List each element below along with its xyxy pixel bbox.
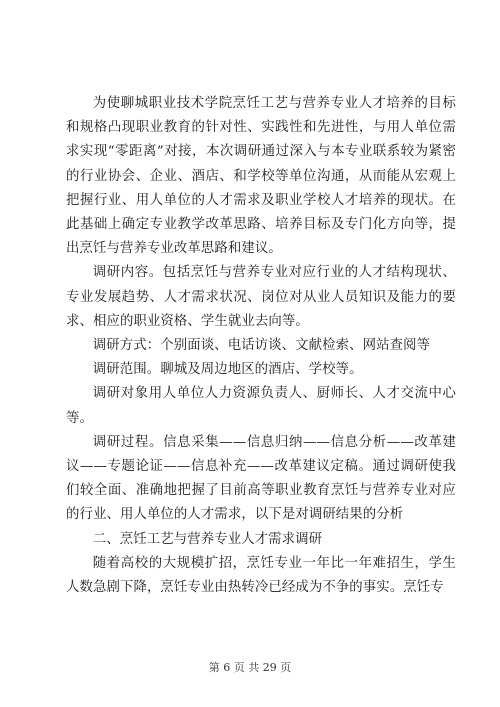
paragraph-method: 调研方式：个别面谈、电话访谈、文献检索、网站查阅等 (92, 338, 431, 354)
paragraph-enrollment: 随着高校的大规模扩招，烹饪专业一年比一年难招生，学生人数急剧下降，烹饪专业由热转冷已经成为不争的事实。烹饪专 (66, 555, 456, 596)
paragraph-purpose: 为使聊城职业技术学院烹饪工艺与营养专业人才培养的目标和规格凸现职业教育的针对性、实践性和先进性，与用人单位需求实现“零距离”对接，本次调研通过深入与本专业联系较为紧密的行业协会、企业、酒店、和学校等单位沟通，从而能从宏观上把握行业、用人单位的人才需求及职业学校人才培养的现状。在此基础上确定专业教学改革思路、培养目标及专门化方向等，提出烹饪与营养专业改革思路和建议。 (66, 96, 456, 257)
paragraph-content: 调研内容。包括烹饪与营养专业对应行业的人才结构现状、专业发展趋势、人才需求状况、岗位对从业人员知识及能力的要求、相应的职业资格、学生就业去向等。 (66, 265, 456, 329)
document-body (66, 92, 456, 600)
paragraph-scope: 调研范围。聊城及周边地区的酒店、学校等。 (92, 362, 363, 378)
page-footer: 第 6 页 共 29 页 (208, 661, 292, 674)
paragraph-subjects: 调研对象用人单位人力资源负责人、厨师长、人才交流中心等。 (66, 386, 456, 426)
section-heading: 二、烹饪工艺与营养专业人才需求调研 (92, 531, 323, 547)
paragraph-process: 调研过程。信息采集——信息归纳——信息分析——改革建议——专题论证——信息补充——改革建议定稿。通过调研使我们较全面、准确地把握了目前高等职业教育烹饪与营养专业对应的行业、用人单位的人才需求，以下是对调研结果的分析 (66, 434, 456, 523)
